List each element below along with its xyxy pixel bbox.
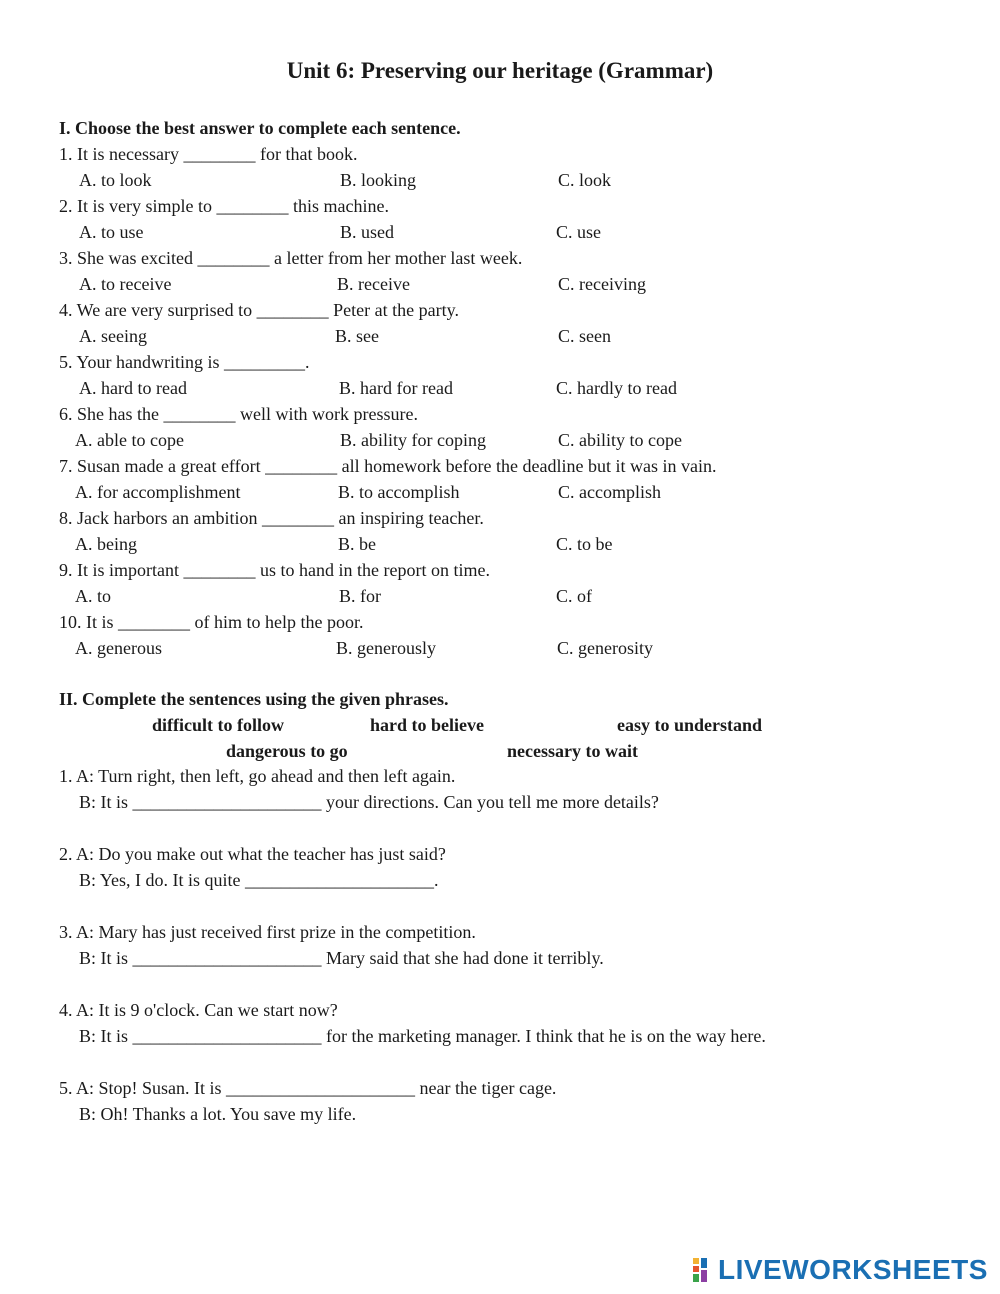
- dialogue-line-a: 1. A: Turn right, then left, go ahead and then left again.: [59, 766, 456, 786]
- page-title: Unit 6: Preserving our heritage (Grammar): [286, 58, 714, 83]
- answer-option-b[interactable]: B. for: [339, 586, 381, 606]
- question-text: 6. She has the ________ well with work pressure.: [59, 404, 418, 424]
- dialogue-line-b[interactable]: B: It is _____________________ for the marketing manager. I think that he is on the way here.: [79, 1026, 766, 1046]
- answer-option-b[interactable]: B. ability for coping: [340, 430, 486, 450]
- answer-option-b[interactable]: B. see: [335, 326, 379, 346]
- section-2-heading: II. Complete the sentences using the given phrases.: [59, 689, 449, 709]
- answer-option-a[interactable]: A. generous: [75, 638, 162, 658]
- section-1-heading: I. Choose the best answer to complete each sentence.: [59, 118, 461, 138]
- question-text: 5. Your handwriting is _________.: [59, 352, 310, 372]
- answer-option-b[interactable]: B. receive: [337, 274, 410, 294]
- answer-option-a[interactable]: A. for accomplishment: [75, 482, 241, 502]
- answer-option-b[interactable]: B. be: [338, 534, 376, 554]
- dialogue-line-b[interactable]: B: Yes, I do. It is quite _____________________.: [79, 870, 439, 890]
- answer-option-a[interactable]: A. to use: [79, 222, 144, 242]
- answer-option-c[interactable]: C. accomplish: [558, 482, 661, 502]
- answer-option-a[interactable]: A. seeing: [79, 326, 147, 346]
- answer-option-a[interactable]: A. being: [75, 534, 137, 554]
- question-text: 3. She was excited ________ a letter from her mother last week.: [59, 248, 523, 268]
- dialogue-line-b[interactable]: B: It is _____________________ Mary said that she had done it terribly.: [79, 948, 604, 968]
- answer-option-b[interactable]: B. generously: [336, 638, 436, 658]
- answer-option-b[interactable]: B. used: [340, 222, 394, 242]
- question-text: 4. We are very surprised to ________ Peter at the party.: [59, 300, 459, 320]
- question-text: 2. It is very simple to ________ this machine.: [59, 196, 389, 216]
- answer-option-a[interactable]: A. able to cope: [75, 430, 184, 450]
- liveworksheets-logo-icon: [692, 1257, 716, 1283]
- answer-option-a[interactable]: A. to: [75, 586, 111, 606]
- phrase-box-item: easy to understand: [617, 715, 763, 735]
- dialogue-line-b[interactable]: B: It is _____________________ your directions. Can you tell me more details?: [79, 792, 659, 812]
- phrase-box-item: difficult to follow: [152, 715, 284, 735]
- question-text: 8. Jack harbors an ambition ________ an inspiring teacher.: [59, 508, 484, 528]
- dialogue-line-a: 4. A: It is 9 o'clock. Can we start now?: [59, 1000, 338, 1020]
- answer-option-c[interactable]: C. ability to cope: [558, 430, 682, 450]
- answer-option-c[interactable]: C. to be: [556, 534, 613, 554]
- dialogue-line-a: 5. A: Stop! Susan. It is _____________________ near the tiger cage.: [59, 1078, 557, 1098]
- dialogue-line-a: 2. A: Do you make out what the teacher has just said?: [59, 844, 446, 864]
- question-text: 9. It is important ________ us to hand in the report on time.: [59, 560, 490, 580]
- answer-option-c[interactable]: C. generosity: [557, 638, 653, 658]
- phrase-box-item: necessary to wait: [507, 741, 638, 761]
- answer-option-b[interactable]: B. looking: [340, 170, 417, 190]
- answer-option-a[interactable]: A. to receive: [79, 274, 172, 294]
- answer-option-a[interactable]: A. hard to read: [79, 378, 187, 398]
- dialogue-line-a: 3. A: Mary has just received first prize in the competition.: [59, 922, 476, 942]
- answer-option-a[interactable]: A. to look: [79, 170, 152, 190]
- dialogue-line-b[interactable]: B: Oh! Thanks a lot. You save my life.: [79, 1104, 357, 1124]
- answer-option-c[interactable]: C. look: [558, 170, 612, 190]
- phrase-box-item: hard to believe: [370, 715, 484, 735]
- phrase-box-item: dangerous to go: [226, 741, 348, 761]
- question-text: 7. Susan made a great effort ________ all homework before the deadline but it was in vain.: [59, 456, 717, 476]
- answer-option-c[interactable]: C. hardly to read: [556, 378, 677, 398]
- question-text: 10. It is ________ of him to help the poor.: [59, 612, 364, 632]
- liveworksheets-logo-text: LIVEWORKSHEETS: [718, 1254, 988, 1285]
- answer-option-b[interactable]: B. hard for read: [339, 378, 453, 398]
- answer-option-b[interactable]: B. to accomplish: [338, 482, 460, 502]
- answer-option-c[interactable]: C. receiving: [558, 274, 646, 294]
- question-text: 1. It is necessary ________ for that book.: [59, 144, 358, 164]
- answer-option-c[interactable]: C. of: [556, 586, 592, 606]
- liveworksheets-logo: [692, 1254, 988, 1286]
- answer-option-c[interactable]: C. seen: [558, 326, 611, 346]
- answer-option-c[interactable]: C. use: [556, 222, 601, 242]
